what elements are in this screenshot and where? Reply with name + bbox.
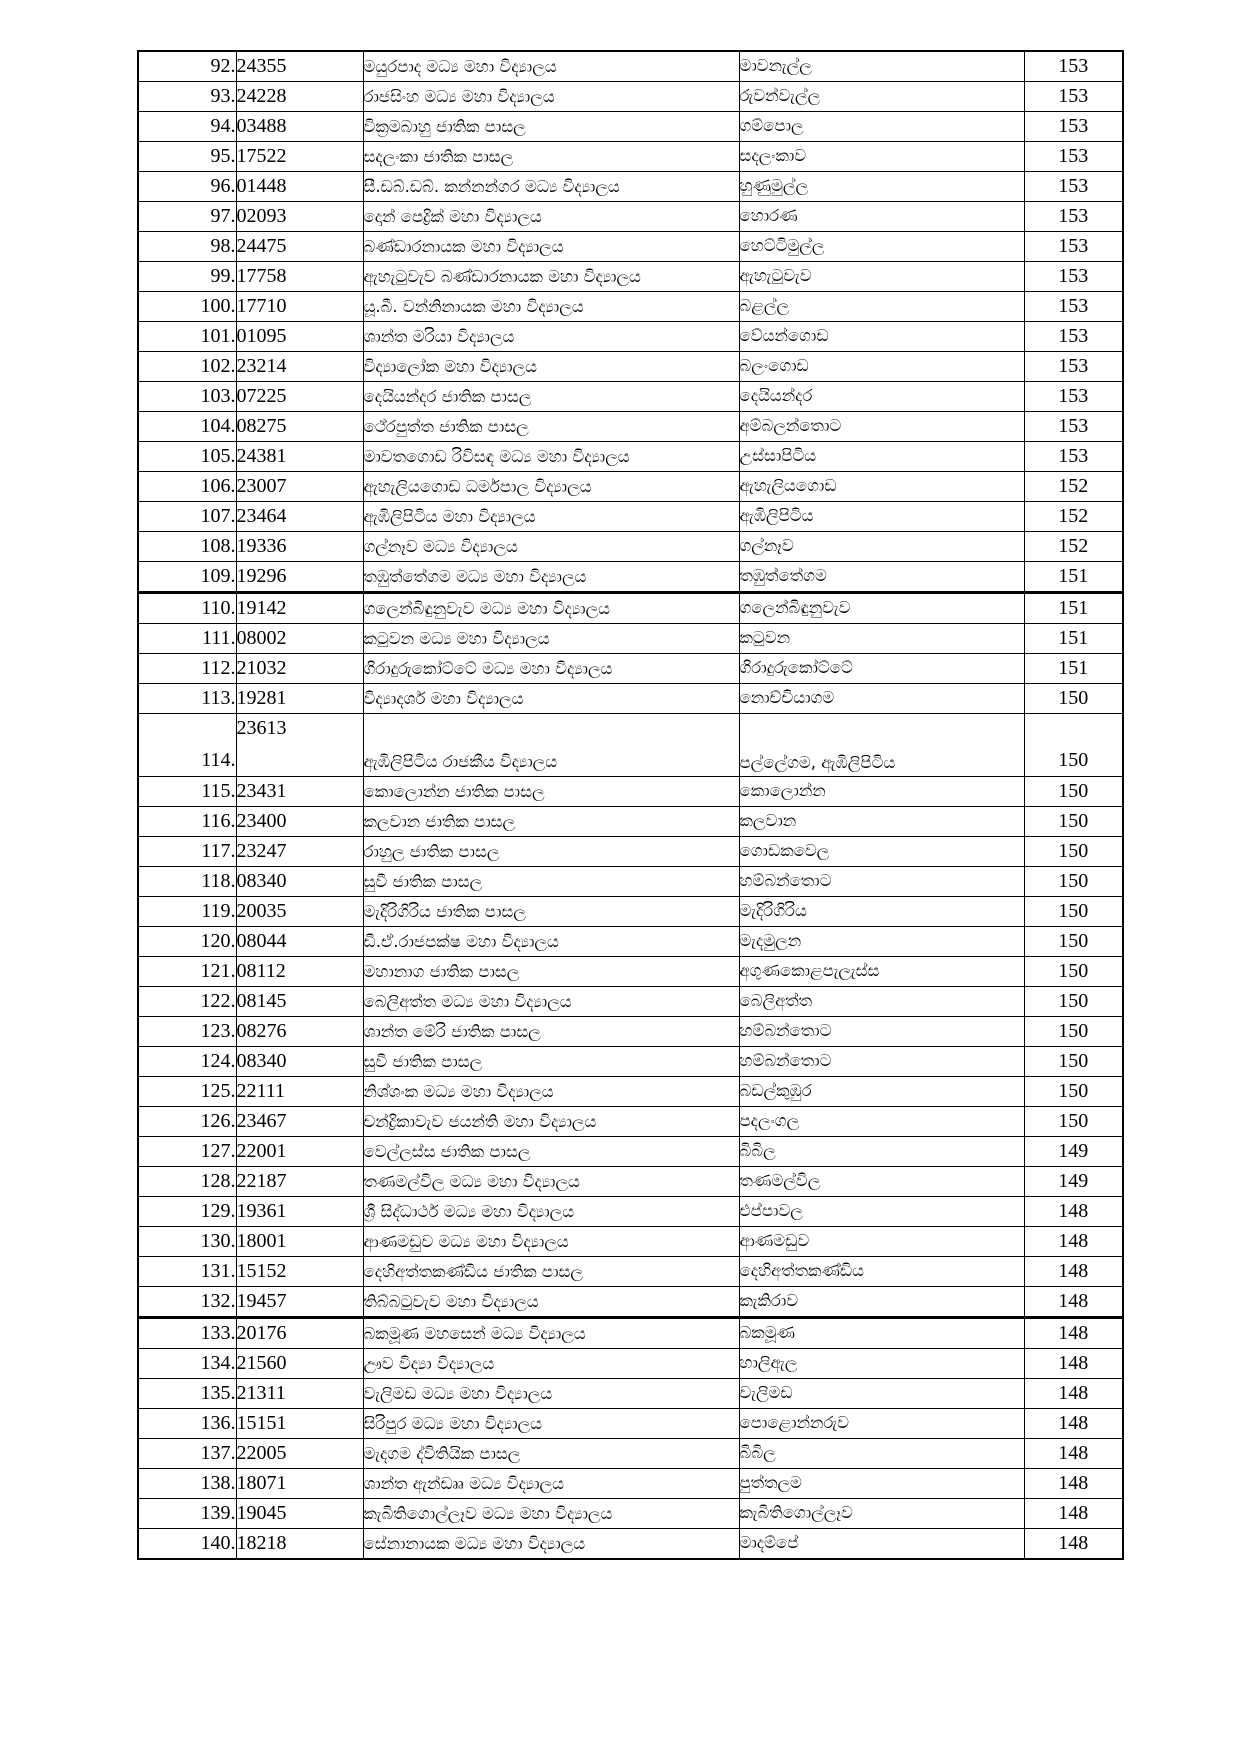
table-row	[138, 322, 1123, 352]
row-number-cell: 136.	[138, 1409, 236, 1439]
location-cell: දෙහිඅත්තකණ්ඩිය	[739, 1257, 1024, 1287]
row-number-cell: 116.	[138, 807, 236, 837]
marks-cell: 153	[1024, 382, 1123, 412]
location-cell: වේයන්ගොඩ	[739, 322, 1024, 352]
table-row	[138, 1077, 1123, 1107]
school-name-cell: වැලිමඩ මධ්‍ය මහා විද්‍යාලය	[363, 1379, 739, 1409]
school-code-cell: 19361	[236, 1197, 363, 1227]
school-name-cell: ශාන්ත ඇන්ඩෲ මධ්‍ය විද්‍යාලය	[363, 1469, 739, 1499]
school-name-cell: සේනානායක මධ්‍ය මහා විද්‍යාලය	[363, 1529, 739, 1560]
row-number-cell: 130.	[138, 1227, 236, 1257]
table-row	[138, 867, 1123, 897]
row-number-cell: 112.	[138, 654, 236, 684]
row-number-cell: 125.	[138, 1077, 236, 1107]
school-code-cell: 08340	[236, 1047, 363, 1077]
location-cell: පොළොන්නරුව	[739, 1409, 1024, 1439]
row-number-cell: 101.	[138, 322, 236, 352]
marks-cell: 150	[1024, 957, 1123, 987]
location-cell: ඇහැටුවැව	[739, 262, 1024, 292]
row-number-cell: 95.	[138, 142, 236, 172]
school-name-cell: සදලංකා ජාතික පාසල	[363, 142, 739, 172]
school-code-cell: 18218	[236, 1529, 363, 1560]
row-number-cell: 117.	[138, 837, 236, 867]
table-row	[138, 412, 1123, 442]
table-row	[138, 1167, 1123, 1197]
school-code-cell: 24381	[236, 442, 363, 472]
location-cell: බළල්ල	[739, 292, 1024, 322]
school-code-cell: 02093	[236, 202, 363, 232]
school-name-cell: ගල්නෑව මධ්‍ය විද්‍යාලය	[363, 532, 739, 562]
marks-cell: 148	[1024, 1349, 1123, 1379]
location-cell: හෙට්ටිමුල්ල	[739, 232, 1024, 262]
location-cell: ඇඹිලිපිටිය	[739, 502, 1024, 532]
table-row	[138, 352, 1123, 382]
school-name-cell: බකමූණ මහසෙන් මධ්‍ය විද්‍යාලය	[363, 1318, 739, 1349]
marks-cell: 150	[1024, 867, 1123, 897]
table-row	[138, 562, 1123, 593]
location-cell: පල්ලේගම, ඇඹිලිපිටිය	[739, 714, 1024, 777]
school-name-cell: මයුරපාද මධ්‍ය මහා විද්‍යාලය	[363, 51, 739, 82]
marks-cell: 153	[1024, 142, 1123, 172]
location-cell: වැලිමඩ	[739, 1379, 1024, 1409]
school-name-cell: දෙයියන්දර ජාතික පාසල	[363, 382, 739, 412]
row-number-cell: 98.	[138, 232, 236, 262]
marks-cell: 153	[1024, 412, 1123, 442]
school-name-cell: මහානාග ජාතික පාසල	[363, 957, 739, 987]
school-code-cell: 23464	[236, 502, 363, 532]
table-row	[138, 472, 1123, 502]
school-name-cell: ආණමඩුව මධ්‍ය මහා විද්‍යාලය	[363, 1227, 739, 1257]
row-number-cell: 114.	[138, 714, 236, 777]
marks-cell: 153	[1024, 82, 1123, 112]
location-cell: තඹුත්තේගම	[739, 562, 1024, 593]
marks-cell: 153	[1024, 51, 1123, 82]
school-name-cell: යූ.බී. වන්නිනායක මහා විද්‍යාලය	[363, 292, 739, 322]
school-name-cell: චන්ද්‍රිකාවැව ජයන්ති මහා විද්‍යාලය	[363, 1107, 739, 1137]
school-code-cell: 19336	[236, 532, 363, 562]
school-code-cell: 21311	[236, 1379, 363, 1409]
marks-cell: 148	[1024, 1499, 1123, 1529]
school-code-cell: 24228	[236, 82, 363, 112]
marks-cell: 152	[1024, 502, 1123, 532]
school-code-cell: 08275	[236, 412, 363, 442]
location-cell: රුවන්වැල්ල	[739, 82, 1024, 112]
location-cell: බඩල්කුඹුර	[739, 1077, 1024, 1107]
table-row	[138, 292, 1123, 322]
table-row	[138, 897, 1123, 927]
row-number-cell: 110.	[138, 593, 236, 624]
row-number-cell: 134.	[138, 1349, 236, 1379]
row-number-cell: 132.	[138, 1287, 236, 1318]
school-code-cell: 22001	[236, 1137, 363, 1167]
marks-cell: 148	[1024, 1318, 1123, 1349]
location-cell: බලංගොඩ	[739, 352, 1024, 382]
marks-cell: 152	[1024, 532, 1123, 562]
school-name-cell: ඌව විද්‍යා විද්‍යාලය	[363, 1349, 739, 1379]
school-name-cell: ඇහැලියගොඩ ධර්මපාල විද්‍යාලය	[363, 472, 739, 502]
school-code-cell: 23467	[236, 1107, 363, 1137]
marks-cell: 150	[1024, 777, 1123, 807]
location-cell: මැදමුලන	[739, 927, 1024, 957]
school-name-cell: ගිරාදුරුකෝට්ටේ මධ්‍ය මහා විද්‍යාලය	[363, 654, 739, 684]
marks-cell: 153	[1024, 172, 1123, 202]
table-row	[138, 684, 1123, 714]
location-cell: කොලොන්න	[739, 777, 1024, 807]
location-cell: සදලංකාව	[739, 142, 1024, 172]
location-cell: නොච්චියාගම	[739, 684, 1024, 714]
school-code-cell: 23613	[236, 714, 363, 777]
school-name-cell: බණ්ඩාරනායක මහා විද්‍යාලය	[363, 232, 739, 262]
location-cell: ඇහැලියගොඩ	[739, 472, 1024, 502]
school-code-cell: 19457	[236, 1287, 363, 1318]
location-cell: හම්බන්තොට	[739, 867, 1024, 897]
row-number-cell: 92.	[138, 51, 236, 82]
row-number-cell: 122.	[138, 987, 236, 1017]
table-row	[138, 1529, 1123, 1560]
row-number-cell: 140.	[138, 1529, 236, 1560]
row-number-cell: 113.	[138, 684, 236, 714]
marks-cell: 148	[1024, 1409, 1123, 1439]
school-name-cell: මැදිරිගිරිය ජාතික පාසල	[363, 897, 739, 927]
marks-cell: 151	[1024, 654, 1123, 684]
school-code-cell: 22111	[236, 1077, 363, 1107]
marks-cell: 150	[1024, 837, 1123, 867]
marks-cell: 150	[1024, 1017, 1123, 1047]
school-name-cell: මැදගම ද්විතියික පාසල	[363, 1439, 739, 1469]
school-code-cell: 23400	[236, 807, 363, 837]
school-code-cell: 22187	[236, 1167, 363, 1197]
marks-cell: 152	[1024, 472, 1123, 502]
table-row	[138, 777, 1123, 807]
school-name-cell: සී.ඩබ්.ඩබ්. කන්නන්ගර මධ්‍ය විද්‍යාලය	[363, 172, 739, 202]
marks-cell: 150	[1024, 684, 1123, 714]
table-row	[138, 442, 1123, 472]
school-name-cell: විද්‍යාදර්ශ මහා විද්‍යාලය	[363, 684, 739, 714]
school-code-cell: 15152	[236, 1257, 363, 1287]
location-cell: ආණමඩුව	[739, 1227, 1024, 1257]
school-name-cell: සුවී ජාතික පාසල	[363, 867, 739, 897]
school-code-cell: 08276	[236, 1017, 363, 1047]
school-name-cell: තණමල්විල මධ්‍ය මහා විද්‍යාලය	[363, 1167, 739, 1197]
marks-cell: 153	[1024, 112, 1123, 142]
school-code-cell: 19142	[236, 593, 363, 624]
table-row	[138, 987, 1123, 1017]
row-number-cell: 115.	[138, 777, 236, 807]
school-code-cell: 23214	[236, 352, 363, 382]
row-number-cell: 111.	[138, 624, 236, 654]
school-table-body	[138, 51, 1123, 1559]
table-row	[138, 382, 1123, 412]
school-code-cell: 19296	[236, 562, 363, 593]
location-cell: අම්බලන්තොට	[739, 412, 1024, 442]
table-row	[138, 262, 1123, 292]
school-name-cell: මාවතගොඩ රිවිසඳ මධ්‍ය මහා විද්‍යාලය	[363, 442, 739, 472]
school-name-cell: ඩී.ඒ.රාජපක්ෂ මහා විද්‍යාලය	[363, 927, 739, 957]
location-cell: උස්සාපිටිය	[739, 442, 1024, 472]
school-code-cell: 08112	[236, 957, 363, 987]
table-row	[138, 714, 1123, 777]
school-code-cell: 22005	[236, 1439, 363, 1469]
row-number-cell: 96.	[138, 172, 236, 202]
table-row	[138, 82, 1123, 112]
table-row	[138, 837, 1123, 867]
row-number-cell: 131.	[138, 1257, 236, 1287]
marks-cell: 148	[1024, 1197, 1123, 1227]
marks-cell: 153	[1024, 352, 1123, 382]
school-code-cell: 17710	[236, 292, 363, 322]
school-name-cell: වෙල්ලස්ස ජාතික පාසල	[363, 1137, 739, 1167]
marks-cell: 150	[1024, 927, 1123, 957]
table-row	[138, 532, 1123, 562]
row-number-cell: 123.	[138, 1017, 236, 1047]
location-cell: බකමූණ	[739, 1318, 1024, 1349]
school-code-cell: 24475	[236, 232, 363, 262]
school-code-cell: 21032	[236, 654, 363, 684]
school-name-cell: විද්‍යාලෝක මහා විද්‍යාලය	[363, 352, 739, 382]
school-code-cell: 19045	[236, 1499, 363, 1529]
school-name-cell: ඇහැටුවැව බණ්ඩාරනායක මහා විද්‍යාලය	[363, 262, 739, 292]
row-number-cell: 107.	[138, 502, 236, 532]
row-number-cell: 93.	[138, 82, 236, 112]
school-name-cell: කැබිතිගොල්ලෑව මධ්‍ය මහා විද්‍යාලය	[363, 1499, 739, 1529]
marks-cell: 153	[1024, 202, 1123, 232]
marks-cell: 151	[1024, 593, 1123, 624]
school-name-cell: බෙලිඅත්ත මධ්‍ය මහා විද්‍යාලය	[363, 987, 739, 1017]
school-name-cell: වික්‍රමබාහු ජාතික පාසල	[363, 112, 739, 142]
school-code-cell: 17758	[236, 262, 363, 292]
school-name-cell: සිරිපුර මධ්‍ය මහා විද්‍යාලය	[363, 1409, 739, 1439]
table-row	[138, 1349, 1123, 1379]
location-cell: මාවනැල්ල	[739, 51, 1024, 82]
row-number-cell: 100.	[138, 292, 236, 322]
row-number-cell: 129.	[138, 1197, 236, 1227]
school-name-cell: නිශ්ශංක මධ්‍ය මහා විද්‍යාලය	[363, 1077, 739, 1107]
school-code-cell: 08145	[236, 987, 363, 1017]
school-name-cell: රාජසිංහ මධ්‍ය මහා විද්‍යාලය	[363, 82, 739, 112]
marks-cell: 151	[1024, 562, 1123, 593]
school-name-cell: රාහුල ජාතික පාසල	[363, 837, 739, 867]
table-row	[138, 1197, 1123, 1227]
location-cell: හොරණ	[739, 202, 1024, 232]
location-cell: මැදිරිගිරිය	[739, 897, 1024, 927]
location-cell: හාලිඇල	[739, 1349, 1024, 1379]
marks-cell: 150	[1024, 987, 1123, 1017]
location-cell: බෙලිඅත්ත	[739, 987, 1024, 1017]
table-row	[138, 1047, 1123, 1077]
location-cell: ගලෙන්බිඳුනුවැව	[739, 593, 1024, 624]
marks-cell: 150	[1024, 897, 1123, 927]
location-cell: බිබිල	[739, 1137, 1024, 1167]
school-code-cell: 15151	[236, 1409, 363, 1439]
school-name-cell: සුවී ජාතික පාසල	[363, 1047, 739, 1077]
table-row	[138, 624, 1123, 654]
school-code-cell: 23007	[236, 472, 363, 502]
location-cell: කැබිතිගොල්ලෑව	[739, 1499, 1024, 1529]
row-number-cell: 104.	[138, 412, 236, 442]
row-number-cell: 126.	[138, 1107, 236, 1137]
row-number-cell: 106.	[138, 472, 236, 502]
school-code-cell: 19281	[236, 684, 363, 714]
table-row	[138, 1227, 1123, 1257]
school-name-cell: ථේරපුත්ත ජාතික පාසල	[363, 412, 739, 442]
row-number-cell: 119.	[138, 897, 236, 927]
school-code-cell: 08002	[236, 624, 363, 654]
table-row	[138, 172, 1123, 202]
school-code-cell: 20176	[236, 1318, 363, 1349]
marks-cell: 148	[1024, 1287, 1123, 1318]
row-number-cell: 138.	[138, 1469, 236, 1499]
location-cell: කටුවන	[739, 624, 1024, 654]
marks-cell: 153	[1024, 292, 1123, 322]
row-number-cell: 105.	[138, 442, 236, 472]
marks-cell: 149	[1024, 1137, 1123, 1167]
row-number-cell: 135.	[138, 1379, 236, 1409]
marks-cell: 148	[1024, 1379, 1123, 1409]
row-number-cell: 108.	[138, 532, 236, 562]
school-name-cell: ඇඹිලිපිටිය මහා විද්‍යාලය	[363, 502, 739, 532]
location-cell: මාදම්පේ	[739, 1529, 1024, 1560]
schools-table	[137, 50, 1124, 1560]
location-cell: අගුණකොළපැලැස්ස	[739, 957, 1024, 987]
location-cell: දෙයියන්දර	[739, 382, 1024, 412]
school-name-cell: කලවාන ජාතික පාසල	[363, 807, 739, 837]
school-code-cell: 08340	[236, 867, 363, 897]
school-code-cell: 01095	[236, 322, 363, 352]
table-row	[138, 232, 1123, 262]
marks-cell: 151	[1024, 624, 1123, 654]
row-number-cell: 124.	[138, 1047, 236, 1077]
table-row	[138, 1137, 1123, 1167]
location-cell: පුත්තලම	[739, 1469, 1024, 1499]
row-number-cell: 127.	[138, 1137, 236, 1167]
location-cell: තණමල්විල	[739, 1167, 1024, 1197]
school-code-cell: 20035	[236, 897, 363, 927]
table-row	[138, 957, 1123, 987]
location-cell: බිබිල	[739, 1439, 1024, 1469]
marks-cell: 150	[1024, 714, 1123, 777]
marks-cell: 150	[1024, 807, 1123, 837]
marks-cell: 148	[1024, 1529, 1123, 1560]
row-number-cell: 128.	[138, 1167, 236, 1197]
table-row	[138, 807, 1123, 837]
marks-cell: 150	[1024, 1047, 1123, 1077]
school-code-cell: 03488	[236, 112, 363, 142]
school-code-cell: 23247	[236, 837, 363, 867]
marks-cell: 148	[1024, 1257, 1123, 1287]
row-number-cell: 120.	[138, 927, 236, 957]
table-row	[138, 1439, 1123, 1469]
table-row	[138, 1017, 1123, 1047]
row-number-cell: 118.	[138, 867, 236, 897]
marks-cell: 153	[1024, 322, 1123, 352]
school-name-cell: ඇඹිලිපිටිය රාජකීය විද්‍යාලය	[363, 714, 739, 777]
row-number-cell: 137.	[138, 1439, 236, 1469]
location-cell: හුණුමුල්ල	[739, 172, 1024, 202]
school-name-cell: දෙහිඅත්තකණ්ඩිය ජාතික පාසල	[363, 1257, 739, 1287]
school-code-cell: 23431	[236, 777, 363, 807]
marks-cell: 148	[1024, 1439, 1123, 1469]
location-cell: ගිරාදුරුකෝට්ටේ	[739, 654, 1024, 684]
school-code-cell: 21560	[236, 1349, 363, 1379]
school-name-cell: ශ්‍රී සිද්ධාර්ථ මධ්‍ය මහා විද්‍යාලය	[363, 1197, 739, 1227]
location-cell: පදලංගල	[739, 1107, 1024, 1137]
school-name-cell: තඹුත්තේගම මධ්‍ය මහා විද්‍යාලය	[363, 562, 739, 593]
school-code-cell: 08044	[236, 927, 363, 957]
school-code-cell: 01448	[236, 172, 363, 202]
location-cell: ගොඩකවෙල	[739, 837, 1024, 867]
school-code-cell: 18001	[236, 1227, 363, 1257]
row-number-cell: 103.	[138, 382, 236, 412]
school-name-cell: කොලොන්න ජාතික පාසල	[363, 777, 739, 807]
row-number-cell: 94.	[138, 112, 236, 142]
row-number-cell: 97.	[138, 202, 236, 232]
school-name-cell: ශාන්ත මරියා විද්‍යාලය	[363, 322, 739, 352]
school-code-cell: 18071	[236, 1469, 363, 1499]
row-number-cell: 133.	[138, 1318, 236, 1349]
table-row	[138, 1409, 1123, 1439]
marks-cell: 150	[1024, 1107, 1123, 1137]
row-number-cell: 102.	[138, 352, 236, 382]
school-code-cell: 24355	[236, 51, 363, 82]
location-cell: කැකිරාව	[739, 1287, 1024, 1318]
marks-cell: 153	[1024, 262, 1123, 292]
table-row	[138, 654, 1123, 684]
table-row	[138, 112, 1123, 142]
school-name-cell: කටුවන මධ්‍ය මහා විද්‍යාලය	[363, 624, 739, 654]
marks-cell: 153	[1024, 232, 1123, 262]
table-row	[138, 1318, 1123, 1349]
marks-cell: 153	[1024, 442, 1123, 472]
location-cell: ගල්නෑව	[739, 532, 1024, 562]
row-number-cell: 109.	[138, 562, 236, 593]
row-number-cell: 121.	[138, 957, 236, 987]
marks-cell: 150	[1024, 1077, 1123, 1107]
marks-cell: 149	[1024, 1167, 1123, 1197]
row-number-cell: 139.	[138, 1499, 236, 1529]
location-cell: හම්බන්තොට	[739, 1017, 1024, 1047]
location-cell: හම්බන්තොට	[739, 1047, 1024, 1077]
table-row	[138, 202, 1123, 232]
marks-cell: 148	[1024, 1227, 1123, 1257]
row-number-cell: 99.	[138, 262, 236, 292]
table-row	[138, 1287, 1123, 1318]
table-row	[138, 593, 1123, 624]
school-name-cell: ගලෙන්බිඳුනුවැව මධ්‍ය මහා විද්‍යාලය	[363, 593, 739, 624]
school-code-cell: 17522	[236, 142, 363, 172]
location-cell: කලවාන	[739, 807, 1024, 837]
table-row	[138, 1469, 1123, 1499]
school-name-cell: තිබ්බටුවැව මහා විද්‍යාලය	[363, 1287, 739, 1318]
school-code-cell: 07225	[236, 382, 363, 412]
marks-cell: 148	[1024, 1469, 1123, 1499]
table-row	[138, 502, 1123, 532]
table-row	[138, 1107, 1123, 1137]
table-row	[138, 51, 1123, 82]
school-name-cell: ශාන්ත මේරි ජාතික පාසල	[363, 1017, 739, 1047]
table-row	[138, 1257, 1123, 1287]
table-row	[138, 1499, 1123, 1529]
school-name-cell: දොන් පෙද්‍රික් මහා විද්‍යාලය	[363, 202, 739, 232]
table-row	[138, 927, 1123, 957]
table-row	[138, 1379, 1123, 1409]
table-row	[138, 142, 1123, 172]
location-cell: ගම්පොල	[739, 112, 1024, 142]
location-cell: එප්පාවල	[739, 1197, 1024, 1227]
